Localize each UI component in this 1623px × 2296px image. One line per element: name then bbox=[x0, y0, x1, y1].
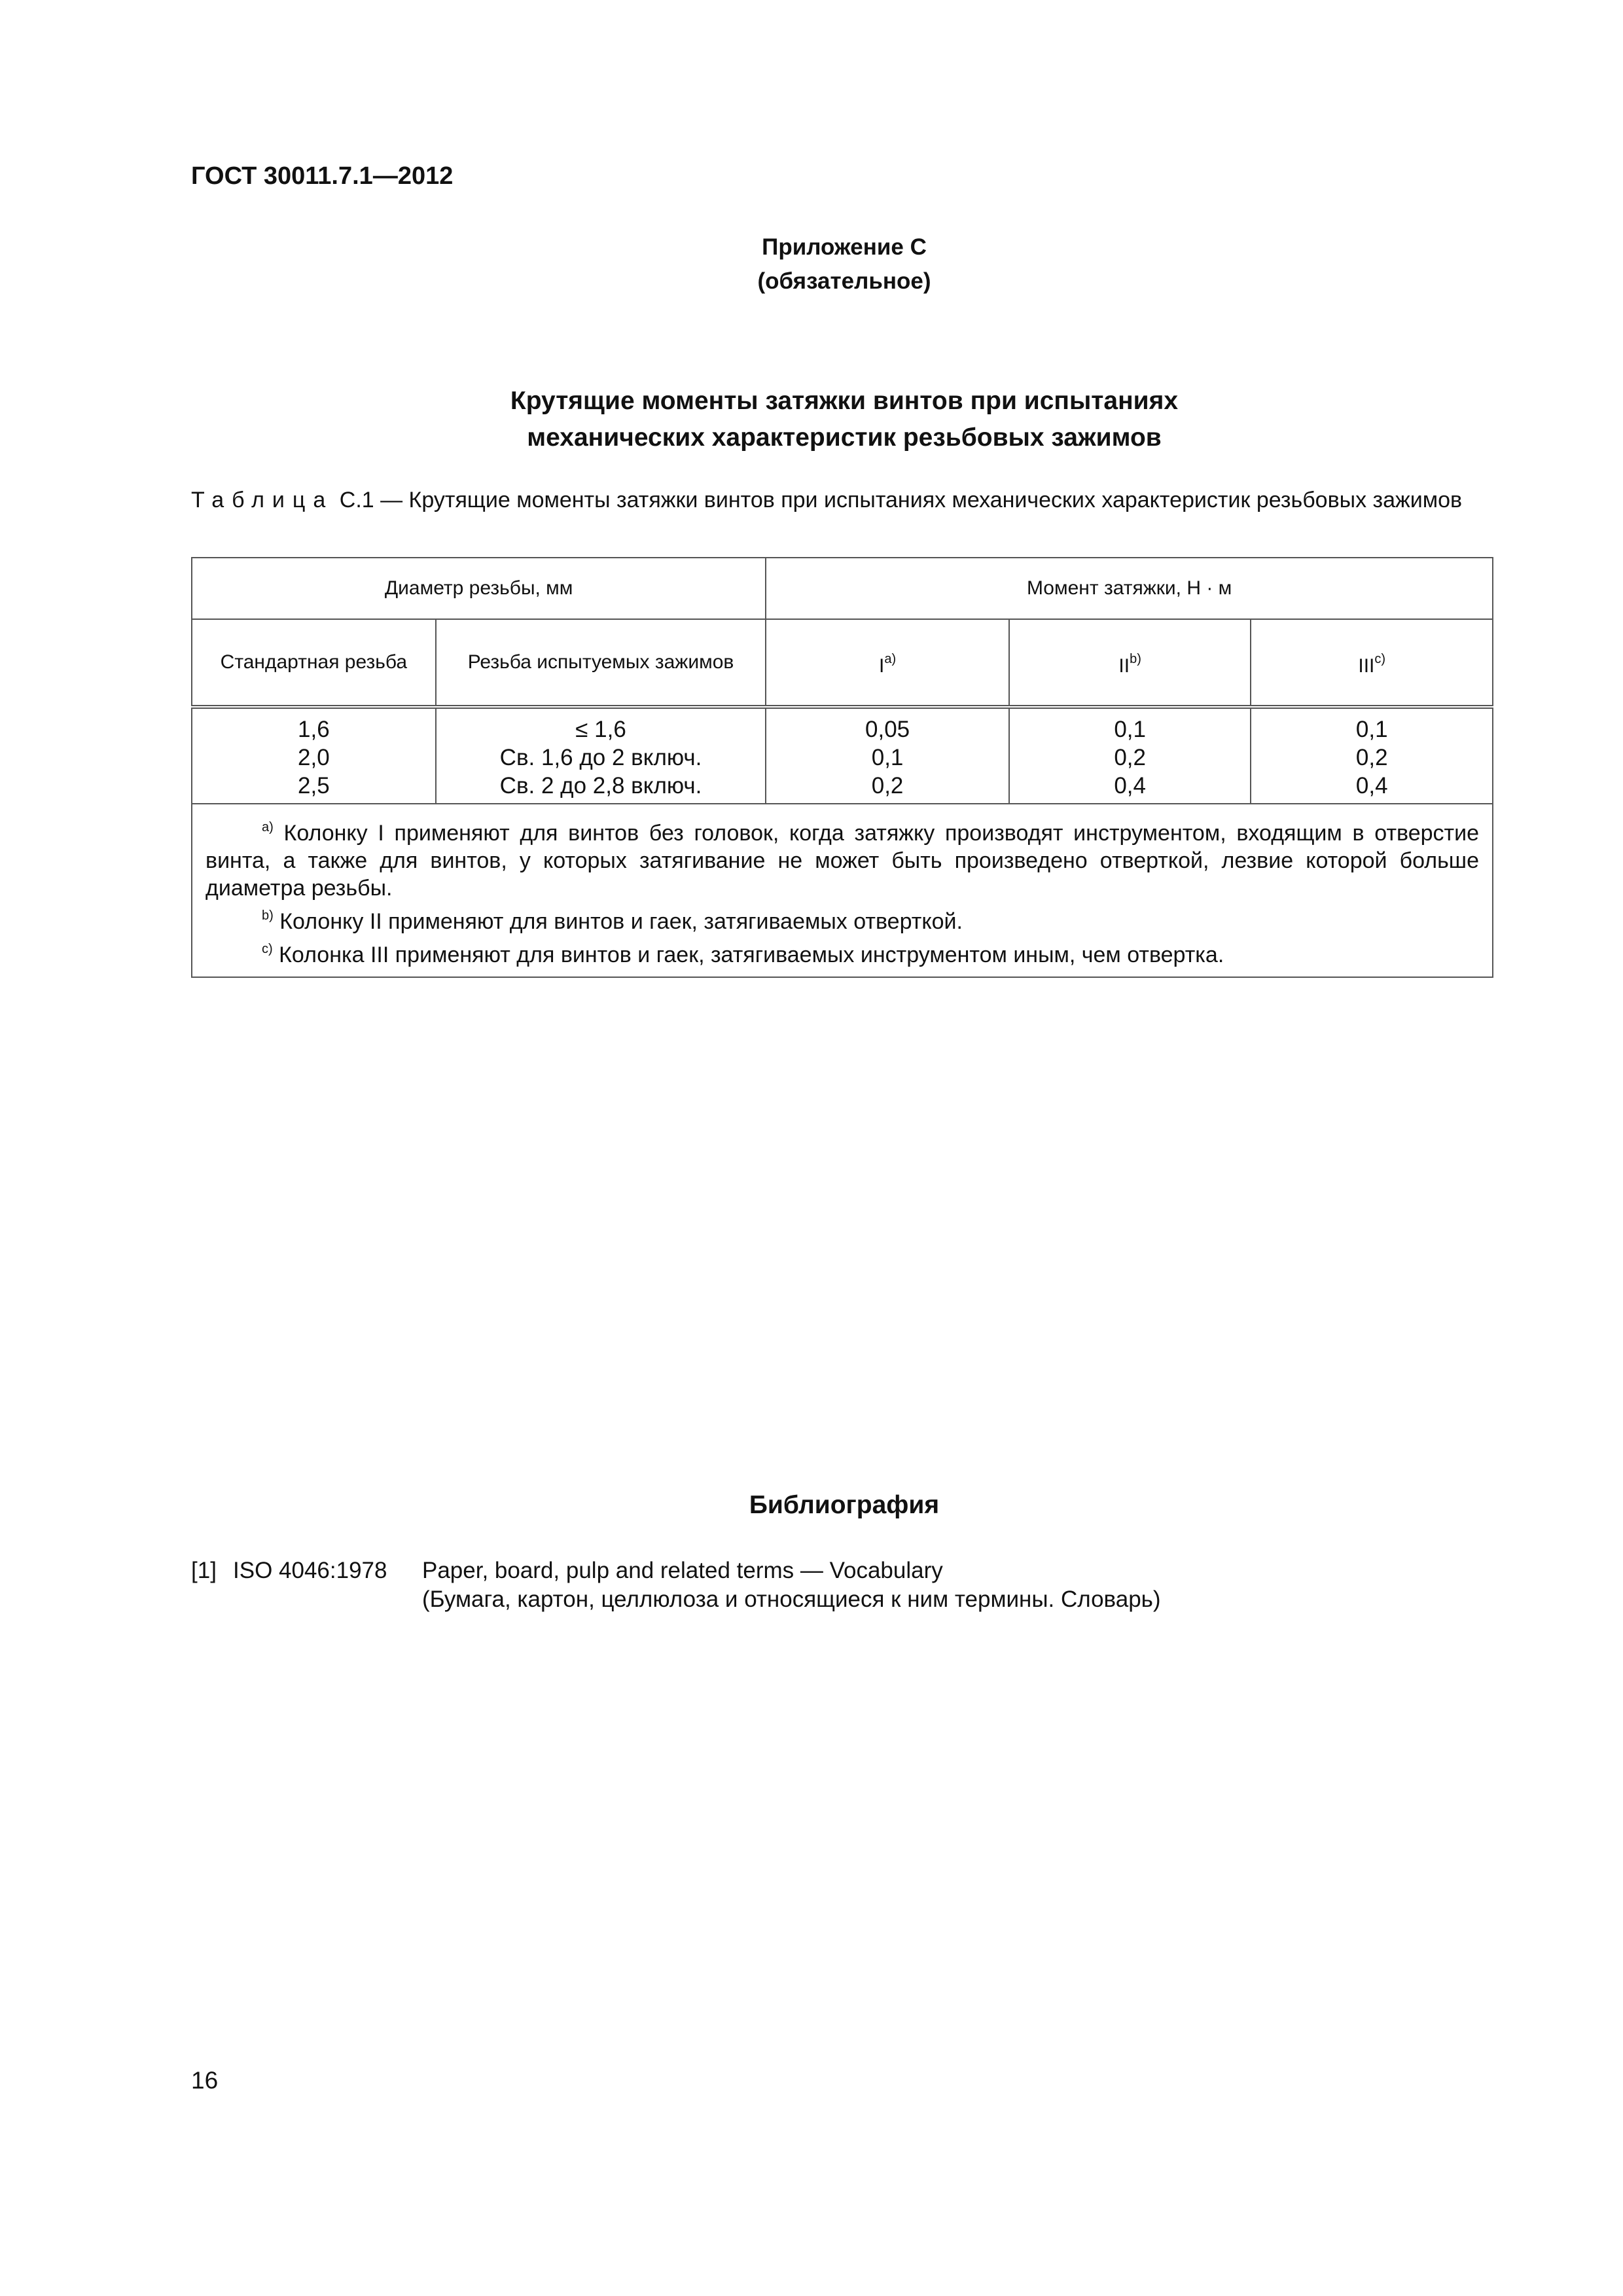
table-group-header-row bbox=[192, 558, 1493, 619]
footnote-text: Колонку II применяют для винтов и гаек, затягиваемых отверткой. bbox=[273, 909, 963, 934]
table-cell: 1,6 bbox=[298, 716, 330, 742]
column-header-i-footnote-mark: a) bbox=[884, 651, 897, 666]
table-footnotes bbox=[192, 804, 1493, 977]
bibliography-entry-text bbox=[422, 1556, 1161, 1614]
table-column-header-row bbox=[192, 619, 1493, 707]
table-cell: Св. 2 до 2,8 включ. bbox=[499, 772, 702, 798]
column-header-i-label: I bbox=[879, 655, 885, 677]
table-cell: ≤ 1,6 bbox=[575, 716, 626, 742]
table-cell: 0,2 bbox=[1355, 744, 1388, 770]
table-cell: 0,4 bbox=[1355, 772, 1388, 798]
table-cell: 0,2 bbox=[1114, 744, 1146, 770]
torque-i-values bbox=[766, 707, 1009, 804]
table-caption bbox=[191, 486, 1493, 514]
bibliography-title: Библиография bbox=[749, 1491, 940, 1519]
column-header-ii-footnote-mark: b) bbox=[1130, 651, 1141, 666]
table-cell: 0,2 bbox=[871, 772, 904, 798]
group-header-diameter: Диаметр резьбы, мм bbox=[192, 558, 766, 619]
bibliography-entry-reference: ISO 4046:1978 bbox=[233, 1558, 387, 1583]
bibliography-entry-number: [1] bbox=[191, 1558, 217, 1583]
torque-iii-values bbox=[1251, 707, 1493, 804]
standard-thread-values bbox=[192, 707, 436, 804]
column-header-i bbox=[766, 619, 1009, 707]
column-header-standard-thread: Стандартная резьба bbox=[192, 619, 436, 707]
document-code: ГОСТ 30011.7.1—2012 bbox=[191, 162, 454, 190]
column-header-iii-footnote-mark: c) bbox=[1374, 651, 1386, 666]
table-cell: 2,5 bbox=[298, 772, 330, 798]
tested-clamp-thread-values bbox=[436, 707, 766, 804]
footnote-mark: a) bbox=[262, 820, 274, 834]
page-number: 16 bbox=[191, 2067, 219, 2094]
section-heading-line-1: Крутящие моменты затяжки винтов при испытаниях bbox=[510, 387, 1179, 415]
column-header-iii bbox=[1251, 619, 1493, 707]
table-data-row bbox=[192, 707, 1493, 804]
table-caption-text: С.1 — Крутящие моменты затяжки винтов при испытаниях механических характеристик резьбовых зажимов bbox=[333, 488, 1463, 512]
footnote-a bbox=[205, 814, 1479, 902]
footnote-text: Колонку I применяют для винтов без головок, когда затяжку производят инструментом, входящим в отверстие винта, а также для винтов, у которых затягивание не может быть произведено отверткой, лезвие которой больше диаметра резьбы. bbox=[205, 821, 1479, 901]
annex-header bbox=[0, 230, 1623, 298]
table-cell: 0,1 bbox=[1355, 716, 1388, 742]
footnote-text: Колонка III применяют для винтов и гаек, затягиваемых инструментом иным, чем отвертка. bbox=[272, 942, 1224, 967]
footnote-c bbox=[205, 935, 1479, 969]
column-header-ii bbox=[1009, 619, 1251, 707]
bibliography-entry-title: Paper, board, pulp and related terms — Vocabulary bbox=[422, 1558, 943, 1583]
torque-table bbox=[191, 557, 1493, 978]
table-cell: 0,05 bbox=[865, 716, 910, 742]
annex-title: Приложение С bbox=[762, 234, 927, 260]
table-cell: Св. 1,6 до 2 включ. bbox=[499, 744, 702, 770]
section-heading bbox=[0, 383, 1623, 456]
table-caption-label: Таблица bbox=[191, 488, 334, 512]
table-cell: 0,1 bbox=[871, 744, 904, 770]
table-cell: 2,0 bbox=[298, 744, 330, 770]
column-header-iii-label: III bbox=[1358, 655, 1375, 677]
column-header-ii-label: II bbox=[1118, 655, 1130, 677]
table-cell: 0,1 bbox=[1114, 716, 1146, 742]
group-header-torque: Момент затяжки, Н · м bbox=[766, 558, 1493, 619]
bibliography-entry-translation: (Бумага, картон, целлюлоза и относящиеся к ним термины. Словарь) bbox=[422, 1587, 1161, 1612]
column-header-tested-clamp-thread: Резьба испытуемых зажимов bbox=[436, 619, 766, 707]
torque-ii-values bbox=[1009, 707, 1251, 804]
table-notes-row bbox=[192, 804, 1493, 977]
footnote-mark: b) bbox=[262, 908, 274, 923]
annex-status: (обязательное) bbox=[757, 268, 931, 294]
table-cell: 0,4 bbox=[1114, 772, 1146, 798]
section-heading-line-2: механических характеристик резьбовых зажимов bbox=[527, 423, 1162, 452]
footnote-b bbox=[205, 902, 1479, 935]
footnote-mark: c) bbox=[262, 942, 273, 956]
